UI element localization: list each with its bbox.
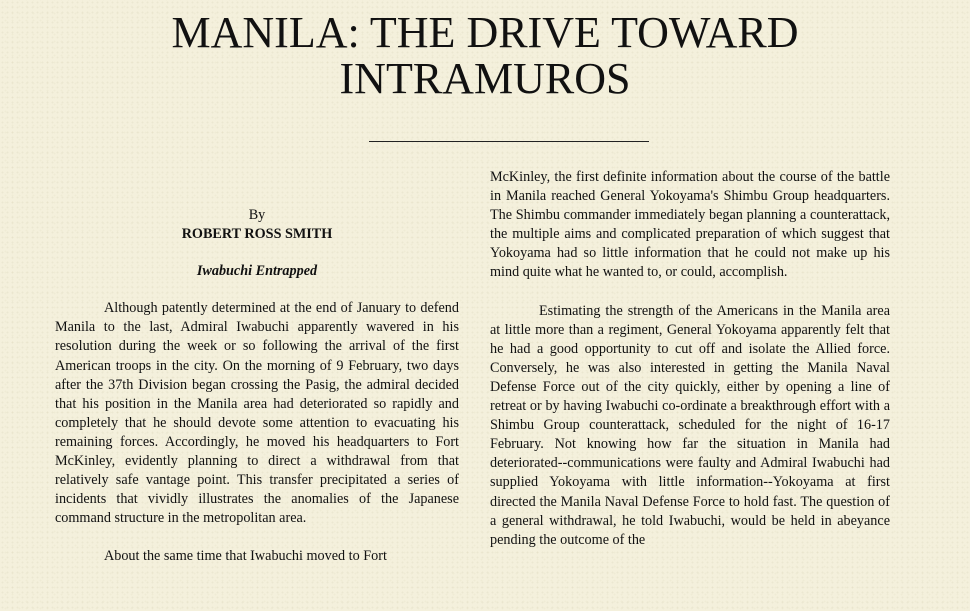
byline-label: By: [248, 207, 266, 223]
body-paragraph: About the same time that Iwabuchi moved to Fort: [104, 548, 387, 565]
body-paragraph: Although patently determined at the end of January to defend Manila to the last, Admiral Iwabuchi apparently wavered in his resolution during the week or so following the arrival of the first American troops in the city. On the morning of 9 February, two days after the 37th Division began crossing the Pasig, the admiral decided that his position in the Manila area had deteriorated so rapidly and completely that he should devote some attention to evacuating his remaining forces. Accordingly, he moved his headquarters to Fort McKinley, evidently planning to direct a withdrawal from that relatively safe vantage point. This transfer precipitated a series of incidents that vividly illustrates the anomalies of the Japanese command structure in the metropolitan area.: [55, 300, 459, 527]
body-paragraph: McKinley, the first definite information about the course of the battle in Manila reached General Yokoyama's Shimbu Group headquarters. The Shimbu commander immediately began planning a counterattack, the multiple aims and complicated preparation of which suggest that Yokoyama had so little information that he could not make up his mind quite what he wanted to, or could, accomplish.: [490, 169, 890, 281]
left-column: [55, 206, 459, 586]
title-divider: [369, 141, 649, 142]
body-paragraph: Estimating the strength of the Americans in the Manila area at little more than a regiment, General Yokoyama apparently felt that he had a good opportunity to cut off and isolate the Allied force. Conversely, he was also interested in getting the Manila Naval Defense Force out of the city quickly, either by opening a line of retreat or by having Iwabuchi co-ordinate a breakthrough effort with a Shimbu Group counterattack, scheduled for the night of 16-17 February. Not knowing how far the situation in Manila had deteriorated--communications were faulty and Admiral Iwabuchi had supplied Yokoyama with little information--Yokoyama at first directed the Manila Naval Defense Force to hold fast. The question of a general withdrawal, he told Iwabuchi, would be held in abeyance pending the outcome of the: [490, 302, 890, 548]
author-name: ROBERT ROSS SMITH: [181, 226, 333, 243]
page-title-line-1: MANILA: THE DRIVE TOWARD: [171, 8, 799, 57]
right-column: [490, 168, 890, 569]
page-title-line-2: INTRAMUROS: [339, 54, 631, 103]
page-title: [0, 10, 970, 102]
section-heading: Iwabuchi Entrapped: [196, 263, 318, 280]
